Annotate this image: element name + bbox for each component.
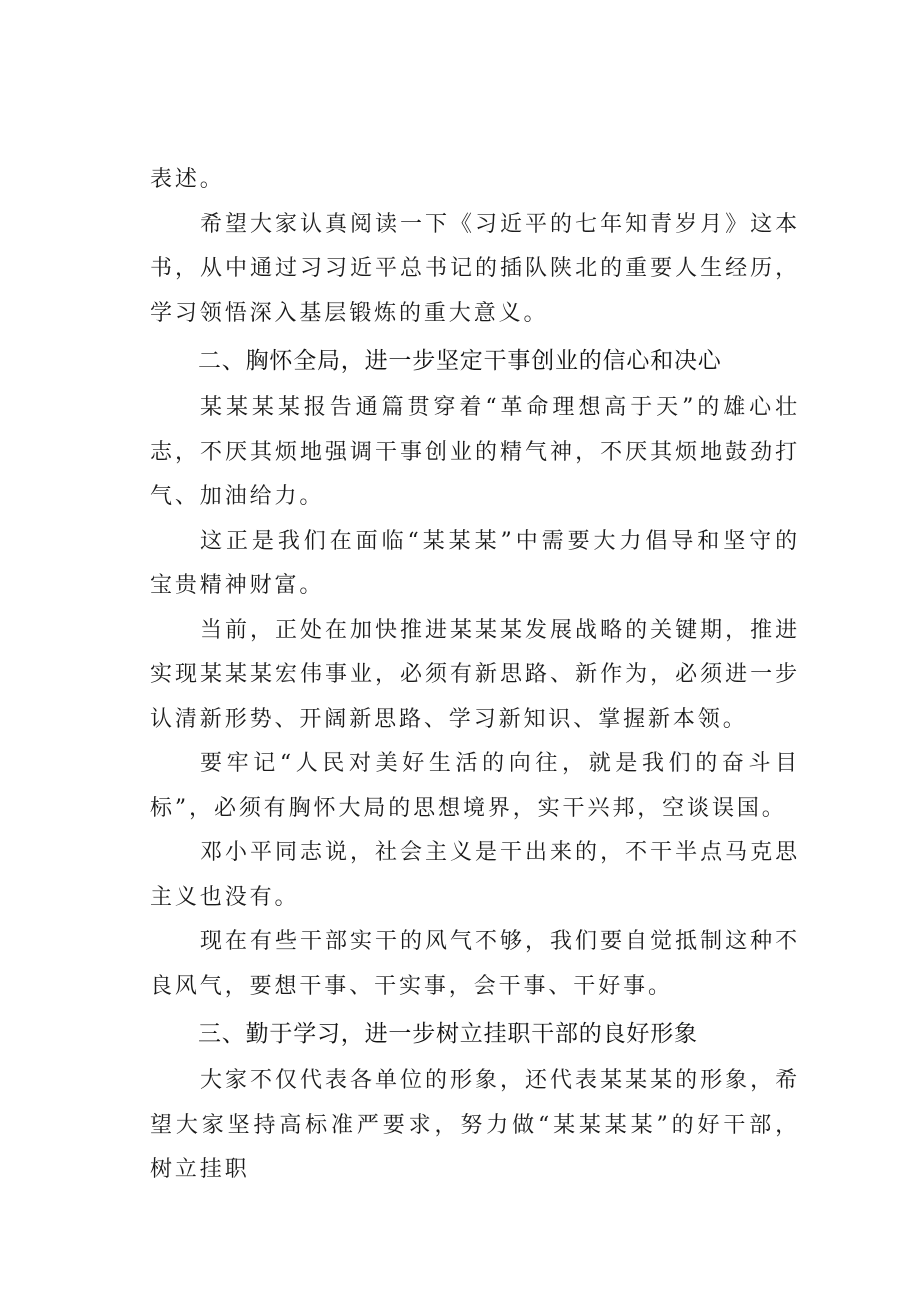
- section-heading: 三、勤于学习，进一步树立挂职干部的良好形象: [198, 1021, 698, 1047]
- paragraph: 希望大家认真阅读一下《习近平的七年知青岁月》这本书，从中通过习习近平总书记的插队陕北的重要人生经历，学习领悟深入基层锻炼的重大意义。: [150, 211, 800, 326]
- paragraph: 大家不仅代表各单位的形象，还代表某某某的形象，希望大家坚持高标准严要求，努力做“某某某某”的好干部，树立挂职: [150, 1068, 800, 1182]
- paragraph: 这正是我们在面临“某某某”中需要大力倡导和坚守的宝贵精神财富。: [150, 528, 800, 598]
- document-body: [150, 158, 800, 1193]
- paragraph: 邓小平同志说，社会主义是干出来的，不干半点马克思主义也没有。: [150, 840, 800, 910]
- paragraph: 要牢记“人民对美好生活的向往，就是我们的奋斗目标”，必须有胸怀大局的思想境界，实干兴邦，空谈误国。: [150, 751, 800, 821]
- paragraph: 现在有些干部实干的风气不够，我们要自觉抵制这种不良风气，要想干事、干实事，会干事、干好事。: [150, 929, 800, 999]
- paragraph: 当前，正处在加快推进某某某发展战略的关键期，推进实现某某某宏伟事业，必须有新思路、新作为，必须进一步认清新形势、开阔新思路、学习新知识、掌握新本领。: [150, 617, 800, 732]
- paragraph: 表述。: [150, 167, 225, 192]
- section-heading: 二、胸怀全局，进一步坚定干事创业的信心和决心: [198, 348, 722, 374]
- paragraph: 某某某某报告通篇贯穿着“革命理想高于天”的雄心壮志，不厌其烦地强调干事创业的精气神，不厌其烦地鼓劲打气、加油给力。: [150, 395, 800, 509]
